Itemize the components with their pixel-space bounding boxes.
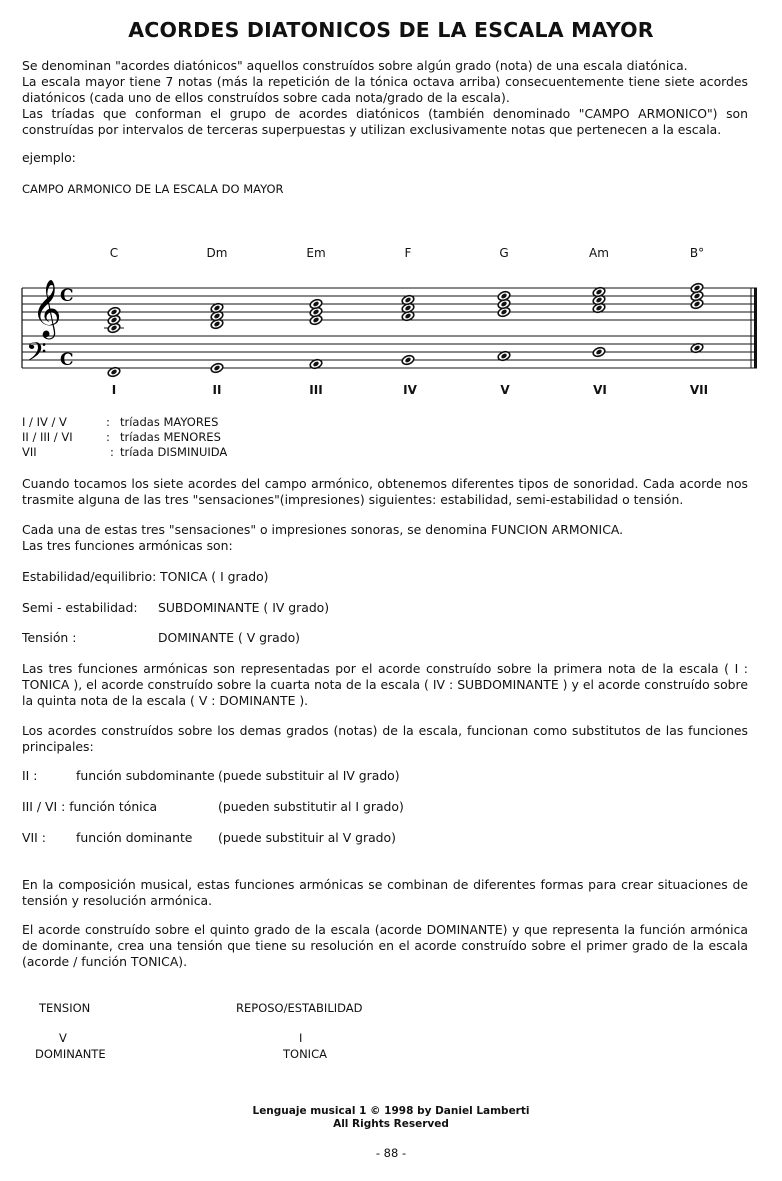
degree-label: VII — [689, 383, 709, 397]
treble-note — [497, 306, 511, 318]
treble-note — [210, 302, 224, 314]
treble-note — [401, 294, 415, 306]
treble-note — [401, 302, 415, 314]
common-time-bass-icon: C — [60, 350, 74, 370]
footer-rights: All Rights Reserved — [333, 1118, 449, 1130]
paragraph-composicion: En la composición musical, estas funciones armónicas se combinan de diferentes formas para crear situaciones de tensión y resolución armónica. — [22, 877, 748, 908]
clefs-and-time — [26, 279, 74, 374]
example-label: ejemplo: — [22, 150, 76, 165]
treble-note — [497, 290, 511, 302]
treble-note — [309, 306, 323, 318]
chord-name: Em — [306, 246, 326, 260]
bass-note — [497, 350, 511, 362]
substitute-note: (pueden substitutir al I grado) — [218, 799, 404, 814]
treble-note — [690, 290, 704, 302]
chord-name: Dm — [206, 246, 228, 260]
treble-note — [401, 310, 415, 322]
intro-paragraph-3: Las tríadas que conforman el grupo de acordes diatónicos (también denominado "CAMPO ARMONICO") son construídas por intervalos de terceras superpuestas y utilizan exclusivamente notas que pertenecen a la escala. — [22, 106, 748, 137]
triad-separator: : — [106, 415, 110, 429]
footer-copyright: Lenguaje musical 1 © 1998 by Daniel Lamberti — [252, 1105, 530, 1117]
rest-label: REPOSO/ESTABILIDAD — [236, 1001, 363, 1015]
triad-label: tríadas MAYORES — [120, 415, 219, 429]
chord-name: F — [404, 246, 412, 260]
triad-degrees: II / III / VI — [22, 430, 73, 444]
treble-note — [690, 298, 704, 310]
function-label: Tensión : — [22, 630, 77, 645]
intro-paragraph-2: La escala mayor tiene 7 notas (más la repetición de la tónica octava arriba) consecuentemente tiene siete acordes diatónicos (cada uno de ellos construídos sobre cada nota/grado de la escala). — [22, 74, 748, 105]
function-label: Estabilidad/equilibrio: — [22, 569, 157, 584]
substitute-degree: II : — [22, 768, 38, 783]
triad-degrees: I / IV / V — [22, 415, 67, 429]
treble-note — [497, 298, 511, 310]
chord-name: G — [499, 246, 509, 260]
degree-label: VI — [593, 383, 607, 397]
common-time-treble-icon: C — [60, 286, 74, 306]
paragraph-representadas: Las tres funciones armónicas son representadas por el acorde construído sobre la primera nota de la escala ( I : TONICA ), el acorde construído sobre la cuarta nota de la escala ( IV : SUBDOMINANTE ) y el acorde construído sobre la quinta nota de la escala ( V : DOMINANTE ). — [22, 661, 748, 708]
treble-note — [592, 302, 606, 314]
substitute-function: función subdominante — [76, 768, 215, 783]
triad-separator: : — [110, 445, 114, 459]
bass-note — [592, 346, 606, 358]
treble-note — [210, 318, 224, 330]
bass-note — [690, 342, 704, 354]
function-value: DOMINANTE ( V grado) — [158, 630, 301, 645]
bass-note — [401, 354, 415, 366]
rest-degree: I — [299, 1031, 303, 1045]
degree-label: IV — [403, 383, 417, 397]
page-title: ACORDES DIATONICOS DE LA ESCALA MAYOR — [128, 18, 654, 42]
chord-name: Am — [589, 246, 609, 260]
paragraph-substitutos: Los acordes construídos sobre los demas grados (notas) de la escala, funcionan como substitutos de las funciones principales: — [22, 723, 748, 754]
tension-degree: V — [59, 1031, 67, 1045]
tension-name: DOMINANTE — [35, 1047, 106, 1061]
function-label: Semi - estabilidad: — [22, 600, 138, 615]
substitute-degree: VII : — [22, 830, 46, 845]
treble-note — [107, 306, 121, 318]
intro-paragraph-1: Se denominan "acordes diatónicos" aquellos construídos sobre algún grado (nota) de una escala diatónica. — [22, 58, 688, 73]
bass-clef-icon: 𝄢 — [26, 336, 47, 374]
triad-label: tríada DISMINUIDA — [120, 445, 228, 459]
substitute-note: (puede substituir al IV grado) — [218, 768, 400, 783]
triad-label: tríadas MENORES — [120, 430, 221, 444]
paragraph-sonoridad: Cuando tocamos los siete acordes del campo armónico, obtenemos diferentes tipos de sonoridad. Cada acorde nos trasmite alguna de las tres "sensaciones"(impresiones) siguientes: estabilidad, semi-estabilidad o tensión. — [22, 476, 748, 507]
degree-label: V — [500, 383, 510, 397]
triad-degrees: VII — [22, 445, 37, 459]
bass-note — [210, 362, 224, 374]
treble-note — [107, 322, 121, 334]
chord-name: C — [109, 246, 119, 260]
triad-separator: : — [106, 430, 110, 444]
bass-note — [107, 366, 121, 378]
rest-name: TONICA — [283, 1047, 327, 1061]
substitute-note: (puede substituir al V grado) — [218, 830, 396, 845]
degree-label: III — [309, 383, 323, 397]
treble-note — [107, 314, 121, 326]
chord-name: B° — [689, 246, 705, 260]
staff-lines — [22, 288, 757, 368]
degree-label: I — [111, 383, 117, 397]
tension-label: TENSION — [39, 1001, 91, 1015]
page-number: - 88 - — [375, 1146, 407, 1160]
example-title: CAMPO ARMONICO DE LA ESCALA DO MAYOR — [22, 182, 284, 196]
treble-note — [309, 298, 323, 310]
function-value: TONICA ( I grado) — [160, 569, 269, 584]
paragraph-funcion-2: Las tres funciones armónicas son: — [22, 538, 233, 553]
bass-note — [309, 358, 323, 370]
treble-note — [210, 310, 224, 322]
degree-label: II — [212, 383, 222, 397]
treble-note — [592, 294, 606, 306]
function-value: SUBDOMINANTE ( IV grado) — [158, 600, 330, 615]
substitute-degree: III / VI : función tónica — [22, 799, 158, 814]
paragraph-funcion-1: Cada una de estas tres "sensaciones" o impresiones sonoras, se denomina FUNCION ARMONICA. — [22, 522, 624, 537]
substitute-function: función dominante — [76, 830, 193, 845]
treble-clef-icon: 𝄞 — [32, 279, 62, 337]
paragraph-dominante: El acorde construído sobre el quinto grado de la escala (acorde DOMINANTE) y que representa la función armónica de dominante, crea una tensión que tiene su resolución en el acorde construído sobre el primer grado de la escala (acorde / función TONICA). — [22, 922, 748, 969]
treble-note — [592, 286, 606, 298]
treble-note — [309, 314, 323, 326]
treble-note — [690, 282, 704, 294]
notes — [104, 282, 704, 378]
